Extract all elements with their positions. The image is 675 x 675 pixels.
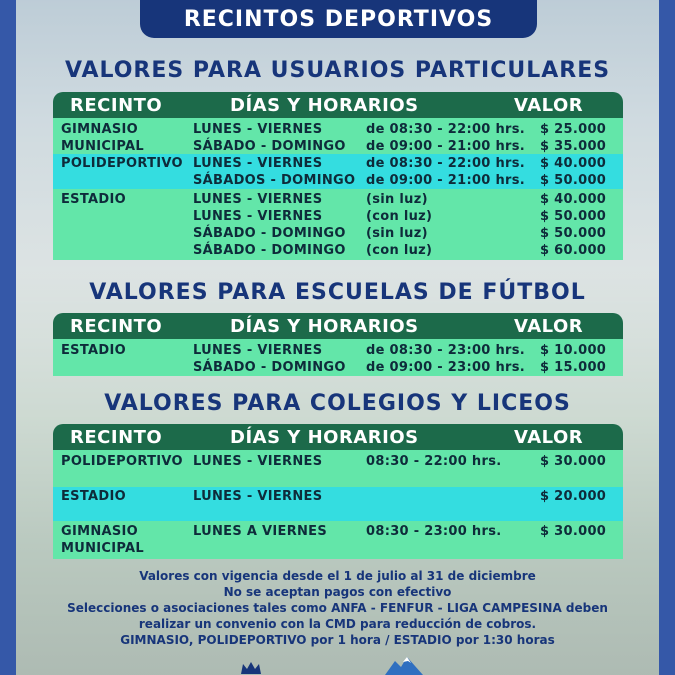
col-header-dias: DÍAS Y HORARIOS — [230, 427, 419, 448]
section-title-escuelas: VALORES PARA ESCUELAS DE FÚTBOL — [89, 280, 586, 305]
hora-cell: de 08:30 - 23:00 hrs. de 09:00 - 23:00 hrs. — [366, 343, 526, 375]
col-header-dias: DÍAS Y HORARIOS — [230, 316, 419, 337]
table-body-particulares — [53, 118, 623, 260]
col-header-recinto: RECINTO — [70, 95, 163, 116]
note-line: No se aceptan pagos con efectivo — [223, 585, 452, 599]
note-line: Valores con vigencia desde el 1 de julio al 31 de diciembre — [139, 569, 536, 583]
table-body-escuelas — [53, 339, 623, 376]
table-body-colegios — [53, 450, 623, 559]
table-header-escuelas — [53, 313, 623, 339]
table-header-colegios — [53, 424, 623, 450]
mountain-logo-icon — [385, 655, 423, 675]
hora-cell: de 08:30 - 22:00 hrs. de 09:00 - 21:00 hrs. — [366, 122, 526, 154]
valor-cell: $ 30.000 — [540, 524, 607, 539]
left-frame-bar — [0, 0, 16, 675]
dias-cell: LUNES - VIERNES LUNES - VIERNES SÁBADO - DOMINGO SÁBADO - DOMINGO — [193, 192, 346, 258]
col-header-valor: VALOR — [514, 316, 584, 337]
col-header-valor: VALOR — [514, 427, 584, 448]
col-header-valor: VALOR — [514, 95, 584, 116]
col-header-recinto: RECINTO — [70, 316, 163, 337]
section-title-colegios: VALORES PARA COLEGIOS Y LICEOS — [104, 391, 571, 416]
table-header-particulares — [53, 92, 623, 118]
valor-cell: $ 30.000 — [540, 454, 607, 469]
valor-cell: $ 20.000 — [540, 489, 607, 504]
note-line: Selecciones o asociaciones tales como ANFA - FENFUR - LIGA CAMPESINA deben — [67, 601, 608, 615]
hora-cell: (sin luz) (con luz) (sin luz) (con luz) — [366, 192, 433, 258]
hora-cell: de 08:30 - 22:00 hrs. de 09:00 - 21:00 hrs. — [366, 156, 526, 188]
valor-cell: $ 10.000 $ 15.000 — [540, 343, 607, 375]
section-title-particulares: VALORES PARA USUARIOS PARTICULARES — [64, 58, 611, 83]
page-title: RECINTOS DEPORTIVOS — [183, 6, 494, 32]
table-row — [53, 450, 623, 487]
valor-cell: $ 40.000 $ 50.000 — [540, 156, 607, 188]
dias-cell: LUNES A VIERNES — [193, 524, 328, 539]
valor-cell: $ 25.000 $ 35.000 — [540, 122, 607, 154]
table-row — [53, 487, 623, 521]
dias-cell: LUNES - VIERNES — [193, 454, 323, 469]
note-line: realizar un convenio con la CMD para reducción de cobros. — [138, 617, 537, 631]
recinto-cell: ESTADIO — [61, 489, 126, 504]
recinto-cell: POLIDEPORTIVO — [61, 156, 183, 171]
recinto-cell: POLIDEPORTIVO — [61, 454, 183, 469]
table-row — [53, 339, 623, 376]
recinto-cell: ESTADIO — [61, 343, 126, 358]
recinto-cell: ESTADIO — [61, 192, 126, 207]
recinto-cell: GIMNASIO MUNICIPAL — [61, 122, 144, 154]
dias-cell: LUNES - VIERNES SÁBADOS - DOMINGO — [193, 156, 356, 188]
dias-cell: LUNES - VIERNES SÁBADO - DOMINGO — [193, 343, 346, 375]
table-row — [53, 118, 623, 154]
table-row — [53, 154, 623, 189]
col-header-dias: DÍAS Y HORARIOS — [230, 95, 419, 116]
hora-cell: 08:30 - 23:00 hrs. — [366, 524, 502, 539]
header-banner — [140, 0, 537, 38]
note-line: GIMNASIO, POLIDEPORTIVO por 1 hora / ESTADIO por 1:30 horas — [120, 633, 555, 647]
dias-cell: LUNES - VIERNES — [193, 489, 323, 504]
dias-cell: LUNES - VIERNES SÁBADO - DOMINGO — [193, 122, 346, 154]
table-row — [53, 521, 623, 559]
table-row — [53, 189, 623, 260]
crown-logo-icon — [240, 660, 262, 675]
footer-notes — [16, 568, 659, 648]
valor-cell: $ 40.000 $ 50.000 $ 50.000 $ 60.000 — [540, 192, 607, 258]
hora-cell: 08:30 - 22:00 hrs. — [366, 454, 502, 469]
col-header-recinto: RECINTO — [70, 427, 163, 448]
recinto-cell: GIMNASIO MUNICIPAL — [61, 524, 144, 556]
right-frame-bar — [659, 0, 675, 675]
